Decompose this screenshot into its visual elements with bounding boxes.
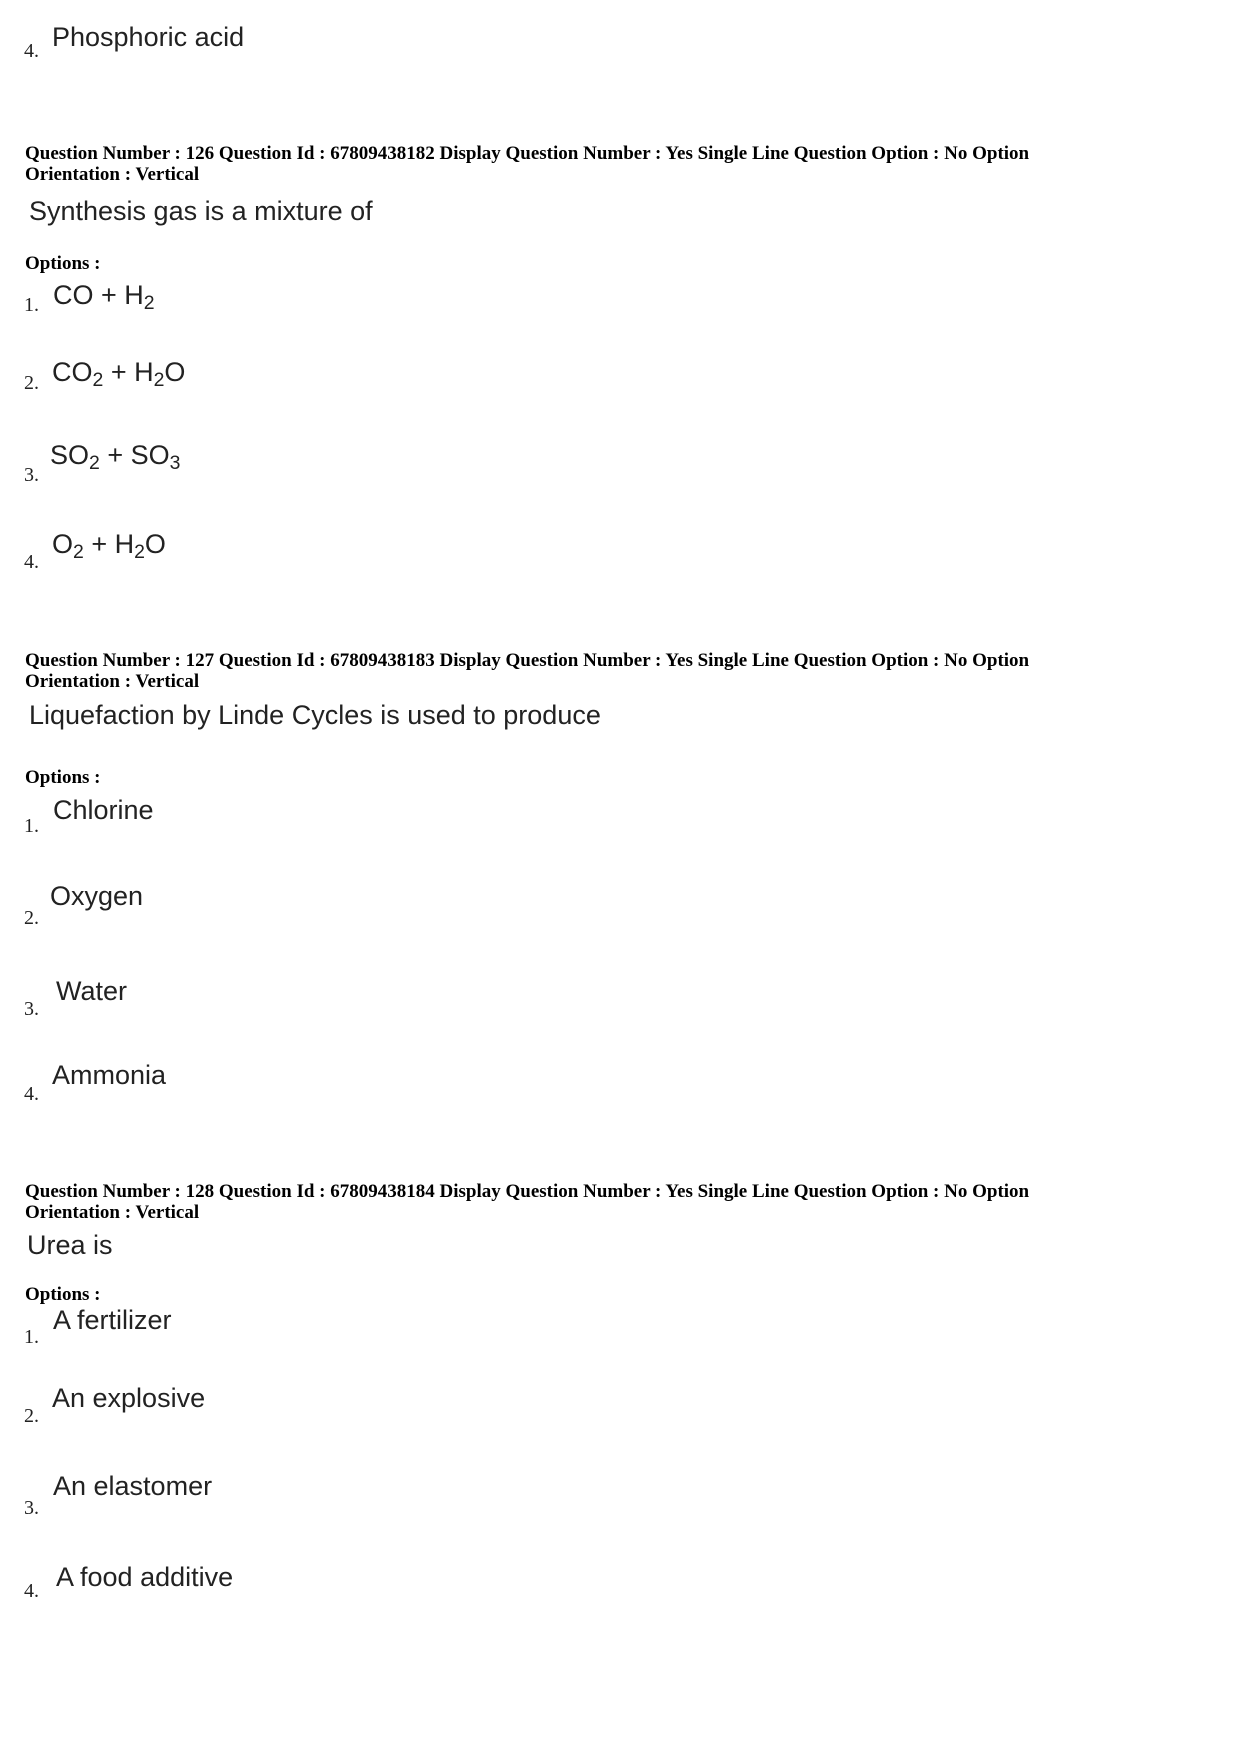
question-meta-line: Orientation : Vertical <box>25 1202 200 1223</box>
option-text: Phosphoric acid <box>52 22 245 52</box>
question-meta-line: Orientation : Vertical <box>25 164 200 185</box>
option-number: 1. <box>24 1326 39 1348</box>
question-meta-line: Question Number : 128 Question Id : 67809438184 Display Question Number : Yes Single Line Question Option : No Option <box>25 1181 1030 1202</box>
option-text: CO + $H_2$ <box>53 280 155 314</box>
option-number: 4. <box>24 1580 39 1602</box>
question-meta <box>25 1181 1225 1223</box>
option-number: 1. <box>24 815 39 837</box>
option-text: A fertilizer <box>53 1305 172 1335</box>
option-number: 2. <box>24 1405 39 1427</box>
options-label: Options : <box>25 253 101 274</box>
option-number: 3. <box>24 1497 39 1519</box>
question-meta-line: Question Number : 126 Question Id : 67809438182 Display Question Number : Yes Single Line Question Option : No Option <box>25 143 1030 164</box>
option-number: 2. <box>24 907 39 929</box>
option-number: 2. <box>24 372 39 394</box>
question-meta-line: Orientation : Vertical <box>25 671 200 692</box>
option-text: $CO_2 + H_2O$ <box>52 357 186 391</box>
question-text: Synthesis gas is a mixture of <box>29 196 373 226</box>
option-number: 4. <box>24 40 39 62</box>
question-text: Urea is <box>27 1230 113 1260</box>
option-number: 4. <box>24 551 39 573</box>
option-text: An elastomer <box>53 1471 213 1501</box>
option-text: Water <box>56 976 128 1006</box>
option-text: A food additive <box>56 1562 234 1592</box>
options-label: Options : <box>25 767 101 788</box>
option-text: An explosive <box>52 1383 206 1413</box>
question-meta-line: Question Number : 127 Question Id : 67809438183 Display Question Number : Yes Single Line Question Option : No Option <box>25 650 1030 671</box>
option-text: Chlorine <box>53 795 154 825</box>
question-meta <box>25 143 1225 185</box>
option-text: Ammonia <box>52 1060 167 1090</box>
question-text: Liquefaction by Linde Cycles is used to produce <box>29 700 601 730</box>
option-number: 3. <box>24 464 39 486</box>
option-text: Oxygen <box>50 881 144 911</box>
option-number: 3. <box>24 998 39 1020</box>
option-number: 1. <box>24 294 39 316</box>
option-text: $SO_2 + SO_3$ <box>50 440 181 474</box>
option-text: $O_2 + H_2O$ <box>52 529 166 563</box>
options-label: Options : <box>25 1284 101 1305</box>
question-meta <box>25 650 1225 692</box>
option-number: 4. <box>24 1083 39 1105</box>
